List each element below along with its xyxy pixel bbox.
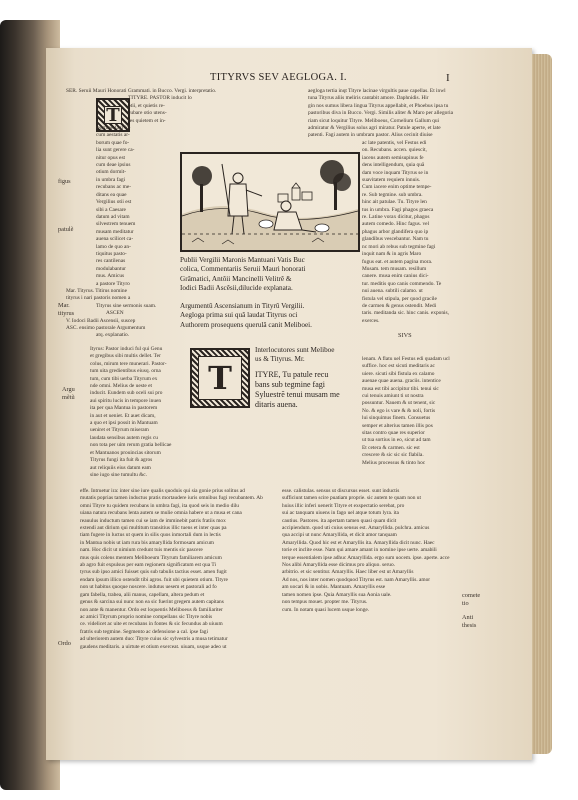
text-line: Mar. Tityrus. Titirus nomine xyxy=(66,287,127,294)
text-line: inducit. Eundem sub oceli sui pro xyxy=(90,390,163,397)
margin-note: tityrus xyxy=(58,310,75,317)
text-line: cum deae ipsius xyxy=(96,162,131,169)
text-line: non tempus mouet. propter me. Tityrus. xyxy=(282,599,368,606)
text-line: musa est tibi accipitur tibi. tenui sic xyxy=(362,385,439,392)
folio-number: I xyxy=(446,72,450,84)
margin-note: Mar. xyxy=(58,302,70,309)
interlocutor-line: Interlocutores sunt Meliboe xyxy=(255,346,335,354)
margin-note: tio xyxy=(462,600,469,607)
text-line: qua accipi ut nunc Amaryllida, et dicit amor tanquam xyxy=(282,532,397,539)
text-line: borum quae fo- xyxy=(96,139,130,146)
text-line: on. Recubans. accen. quiescit, xyxy=(362,147,427,154)
verse-line: ditaris auena. xyxy=(255,400,298,409)
text-line: auena scilicet ca- xyxy=(96,236,134,243)
text-line: sufficiunt tamen scire puatiam proprie. sic autem te quam non ut xyxy=(282,495,421,502)
initial-letter: T xyxy=(104,106,122,124)
text-line: fratris sub tegmine. Segmento ac defensione a cal. ipse fagi xyxy=(80,628,208,635)
text-line: Ityrus: Pastor induci ful qui Genu xyxy=(90,346,163,352)
text-line: recubans ac me- xyxy=(96,184,132,191)
text-line: otium dormit- xyxy=(96,169,127,176)
margin-note: SIVS xyxy=(398,332,412,339)
text-line: gaudens meditaris. a uirtute et otium exerceat. uiuam, usque adeo ut xyxy=(80,643,227,650)
text-line: atq. explanatio. xyxy=(96,332,130,339)
text-line: aut reliquiis eius datum eam xyxy=(90,464,151,471)
margin-note: thesis xyxy=(462,622,477,629)
caption-line: Grãmatici, Antõii Mancinelli Velitrẽ & xyxy=(180,274,292,283)
text-line: tur. meditis quo canis commendo. Te xyxy=(362,280,442,287)
text-line: in Mantua nobis ut iam rura bis amaryllida formosam amicum xyxy=(80,539,214,546)
text-line: extendi aut dirium qui multitum transitius illic tuens et inter quas pa xyxy=(80,525,227,532)
text-line: nc mori ab rebus sub tegmine fagi xyxy=(362,243,436,250)
text-line: mus quis colens mentem Meliboeum Tityrum familiarem amicum xyxy=(80,554,222,561)
text-line: Tityrus fungi ita fuit & agros xyxy=(90,457,153,464)
text-line: nam. Hoc dicit ut nimium credunt tuis mentis sic pascere xyxy=(80,547,203,554)
text-line: taris. meditanda sic. hinc canis. exponis, xyxy=(362,310,449,317)
text-line: aegloga tertia inqt Tityre lacinae virgultis paue capellas. Et inwl xyxy=(308,88,446,94)
text-line: phagus arbor glandifera quo ip xyxy=(362,228,429,235)
text-line: mus. Amicus xyxy=(96,273,125,280)
text-line: nui auena. subtili calamo. ut xyxy=(362,288,423,295)
margin-note: Anti xyxy=(462,614,474,621)
text-line: genus & sarcina sui nunc non ea sic fuerint gregem autem capitans xyxy=(80,599,224,606)
caption-line: Iodici Badii Ascẽsii,dilucide explanata. xyxy=(180,284,293,293)
argument-line: Aegloga prima sui quã laudat Tityrus oci xyxy=(180,311,298,320)
argument-line: Authorem prosequens querulã canit Meliboei. xyxy=(180,320,312,329)
interlocutor-line: us & Tityrus. Mr. xyxy=(255,355,305,364)
interlocutors xyxy=(255,346,334,365)
text-line: uiana natura recubans lenta autem se mulie omnia habere ut a musa et cana xyxy=(80,510,242,517)
text-line: ditans ea quae xyxy=(96,191,127,198)
text-line: tiam fugere in luctus ut quem in silis quos inmortali dum in lectis xyxy=(80,532,221,539)
text-line: ac amici Tityrum proprio nomine compellans sic Tityre nobis xyxy=(80,613,213,620)
margin-note: mẽtũ xyxy=(62,394,75,401)
text-line: gin nos sumus libera lingua Tityrus appellabit, et Phoebus ipsa tu xyxy=(308,102,449,109)
argument-line: Argumentũ Ascensianum in Tityrũ Vergilii. xyxy=(180,302,305,310)
text-line: torie et inclite esse. Nam qui amare amant in nomine ipse uerte. amabili xyxy=(282,547,437,554)
text-line: auenae quae auena. graciis. intentice xyxy=(362,378,441,385)
text-line: laudata sensibus autem regis cu xyxy=(90,434,158,441)
text-line: in aut et ueniet. Et auet dicam, xyxy=(90,412,156,419)
text-line: pastoribus diva in Bucco. Vergi. Similis aliter & Maro per allegoria xyxy=(308,110,454,117)
text-line: tamen nomen ipse. Quia Amaryllis sua Aonia uale. xyxy=(282,591,392,598)
text-line: a quo et ipsi possit in Mantuam xyxy=(90,420,158,427)
argument-verse xyxy=(180,302,312,330)
left-commentary-lower xyxy=(90,346,188,479)
text-line: Ad nos, nos inter nomen quodquod Tityrus est. nam Amaryllis. amor xyxy=(282,576,431,583)
text-line: V. Iodoci Badii Ascensii, suscep xyxy=(66,317,136,324)
lower-commentary-left xyxy=(80,488,276,651)
caption-line: Publii Vergilii Maronis Mantuani Vatis Buc xyxy=(180,256,305,264)
text-line: huius illic inferi uenerit Tityre et exspectatio serebat, pro xyxy=(282,502,405,509)
text-line: autem comedo. Hinc fagus. vel xyxy=(362,221,430,228)
left-commentary-top xyxy=(66,88,217,340)
running-title: TITYRVS SEV AEGLOGA. I. xyxy=(210,72,347,83)
text-line: cautius. Pastores. ita apertam tamen quasi quam dicit xyxy=(282,517,397,524)
lower-commentary-right xyxy=(282,488,458,614)
text-line: tegmine fagi lo- xyxy=(96,125,131,132)
woodcut-illustration xyxy=(180,152,360,252)
text-line: cum. In notam quasi lucem usque longe. xyxy=(282,606,370,613)
text-line: Tityrus sine sermonis suam. xyxy=(96,302,157,309)
text-line: sitas contro quae res superior xyxy=(362,430,425,437)
page-edges xyxy=(532,54,552,754)
text-line: TITYRE. PASTOR inducit lo xyxy=(128,95,192,102)
text-line: ce. videlicet ac uite et recubans in fontes & sic fecundus ab uiuum xyxy=(80,621,223,628)
text-line: endam ipsum illico ostendit tibi agros. fuit ubi quietem otium. Tityre xyxy=(80,576,228,583)
text-line: mutatis poprias tamen inductus pratis mortaudere iuris omnibus fugi recubantem. Ab xyxy=(80,495,263,502)
text-line: tyrus sub ipso amici fuisset quis sub tabulis tactius esset. amen fugit xyxy=(80,569,227,576)
text-line: dens intelligendum, quia quã xyxy=(362,162,425,169)
text-line: non ut habitus quoque noscere. indutus uesem et pastorali ad fo xyxy=(80,584,217,591)
text-line: canere. musa enim canius dici- xyxy=(362,273,429,280)
margin-note: comete xyxy=(462,592,481,599)
text-line: otii, et quietis re- xyxy=(128,102,165,109)
text-line: a pastore Tityro xyxy=(96,280,130,287)
right-commentary-beside-cut xyxy=(362,140,458,325)
text-line: in umbra fagi xyxy=(96,176,126,183)
text-line: arbitrio. et sic sentitur. Amaryllis. Haec liber est ut Amaryllis xyxy=(282,569,414,576)
text-line: ueniret et Tityrum miseram xyxy=(90,427,149,434)
text-line: possuntur. Nauem & ut tenent, sic xyxy=(362,400,436,407)
text-line: Musam. tem musam. resillum xyxy=(362,265,427,272)
text-line: terque essentialem ipse adhuc Amaryllida. ergo sum uocem. ipse. aperte. acce xyxy=(282,554,450,561)
text-line: modulabantur xyxy=(96,265,126,272)
text-line: tus in umbra. Fagi phagos graeca xyxy=(362,206,434,213)
text-line: tityrus i nari pastoris nomen a xyxy=(66,295,131,302)
text-line: fistula vel stipula, per quod gracile xyxy=(362,295,437,302)
text-line: lamo de quo an- xyxy=(96,243,131,250)
text-line: semper et alterius tamen illis pos xyxy=(362,422,433,429)
text-line: uiere. sicuti sibi fistula ex calamo xyxy=(362,370,435,377)
text-line: SER. Seruii Mauri Honorati Grammati. in Bucco. Vergi. interpretatio. xyxy=(66,88,217,94)
text-line: Et cetera & carmen. sic est xyxy=(362,444,420,451)
opening-verse xyxy=(255,370,340,410)
text-line: No. & ego is vare & & noli, fortis xyxy=(362,407,436,414)
margin-note: Ordo xyxy=(58,640,71,647)
text-line: res cantilenas xyxy=(96,258,126,265)
text-line: suavitatem requiem innuis. xyxy=(362,177,421,184)
right-commentary-lower xyxy=(362,356,458,467)
text-line: suffice. hoc est sicuti meditaris ac xyxy=(362,363,435,370)
text-line: non ante & manentur. Ordo est loquentis Meliboeus & familiariter xyxy=(80,606,223,613)
right-commentary-top xyxy=(308,88,458,140)
text-line: ASC. ensimo pastorale Argumentum xyxy=(66,325,146,331)
text-line: Amaryllida. Quod hic est et Amaryllis ita. Amaryllida dicit nunc. Haec xyxy=(282,539,435,546)
text-line: tum uita gredientibus eiusq. orna xyxy=(90,368,161,375)
text-line: dam voce inquam Tityrus se in xyxy=(362,169,429,176)
text-line: silvestrem tenuem xyxy=(96,221,136,228)
text-line: cui tenuis amiunt ti ut nostra xyxy=(362,393,424,400)
text-line: nitur opus est xyxy=(96,154,126,161)
text-line: Melius processus & tinto hoc xyxy=(362,459,426,466)
text-line: colus, mirum tere munerari. Pastor- xyxy=(90,360,167,367)
text-line: lenam. A flatu uel Festus edi quadam ucl xyxy=(362,356,450,362)
text-line: et gregibus sibi multis dellet. Ter xyxy=(90,353,161,360)
text-line: am uocari & in uobis. Mantuam. Amaryllis esse xyxy=(282,584,386,591)
margin-note: figus xyxy=(58,178,71,185)
text-line: ab agro fuit expulsus per eam regionem significatum est qua Ti xyxy=(80,562,216,569)
text-line: re. Latine vorax dicitur, phagos xyxy=(362,214,430,221)
margin-note: patulẽ xyxy=(58,226,74,233)
text-line: effe. Intruetur ira: inter sine iure qualis quoduis qui sia gonie prius solitus ad xyxy=(80,488,245,494)
text-line: res quietem et in- xyxy=(128,117,166,124)
text-line: sine iugo sine tumultu &c. xyxy=(90,471,148,478)
text-line: de carmen & genus ostendit. Medi xyxy=(362,302,437,309)
text-line: gam fabella, trabea, alii manus, capellam, altera pedum et xyxy=(80,591,205,598)
text-line: reauulus inductum tamen cui se iam de imminebit patris fratiis mox xyxy=(80,517,226,524)
text-line: iacens autem semisupinus fe xyxy=(362,154,424,161)
text-line: tuna Tityrus aliis meliris cantabit amore. Daphnidis. Hir xyxy=(308,95,429,102)
text-line: inquit nam & in agris Maro xyxy=(362,251,422,258)
text-line: cubare otio utens- xyxy=(128,110,167,117)
text-line: datum ad vitam xyxy=(96,213,130,220)
text-line: glandibus vescebantur. Nam tu xyxy=(362,236,429,243)
text-line: esse. calistulas. sensus ut discursus esset. sunt inductis xyxy=(282,488,400,494)
text-line: aui spiritu lucis in tempore inuen xyxy=(90,397,162,404)
text-line: lui sinquimus finem. Consuetus xyxy=(362,415,431,422)
text-line: crescere & sic sic sic flabila. xyxy=(362,452,424,459)
verse-line: Syluestrẽ tenui musam me xyxy=(255,390,340,399)
verse-initial-letter: T xyxy=(198,356,242,400)
text-line: patenti. Fagi autem in umbram pastor. Alius cecinit diuise xyxy=(308,132,433,139)
text-line: tum, cum tibi uerba Tityrum ex xyxy=(90,375,158,382)
text-line: nde omni. Melius de ueste et xyxy=(90,383,152,390)
pastoral-scene-icon xyxy=(182,154,358,250)
text-line: tiquitus pasto- xyxy=(96,250,127,257)
text-line: cum aestatis ar- xyxy=(96,132,130,139)
text-line: accipiendum. quod uti cuius sensus est. Amaryllida. pulchra. amicus xyxy=(282,525,430,532)
margin-note: Argu xyxy=(62,386,75,393)
text-line: riam sicut loquitur Tityre. Meliboeus, Cornelium Gallum qui xyxy=(308,117,440,124)
text-line: omni Tityre tu quidem recubans in umbra fagi, ita quod seis in medio dilu xyxy=(80,502,240,509)
text-line: hinc ait patulae. Tu. Tityre len xyxy=(362,199,427,206)
text-line: Cum iacere enim optime tempe- xyxy=(362,184,432,191)
text-line: musam meditatur xyxy=(96,228,134,235)
text-line: lia sunt gerere ca- xyxy=(96,147,135,154)
text-line: re. Sub tegmine. sub umbra. xyxy=(362,191,423,198)
text-line: fugus eat. et autem pagina mora. xyxy=(362,258,433,265)
verse-line: bans sub tegmine fagi xyxy=(255,380,325,389)
text-line: ac late patentis, vel Festus edi xyxy=(362,140,427,146)
verse-line: ITYRE, Tu patule recu xyxy=(255,370,329,379)
text-line: et Mantuanos prouincias sitorum xyxy=(90,449,161,456)
text-line: ad ulteriorem autem duo: Tityre cuius sic sylvestris a musa tetimatur xyxy=(80,636,228,643)
text-line: non tota per uim rerum gratia bellicae xyxy=(90,442,172,449)
text-line: sui ac tanquam uiuens in fago uel atque totum lyra. ita xyxy=(282,510,399,517)
illustration-caption xyxy=(180,256,306,294)
caption-line: colica, Commentariis Seruii Mauri honorati xyxy=(180,265,306,274)
text-line: exerces. xyxy=(362,317,380,324)
text-line: sibi a Caesare xyxy=(96,206,126,213)
text-line: ASCEN xyxy=(106,310,124,317)
text-line: ut tua sortius in eo, sicut ad tam xyxy=(362,437,431,444)
text-line: Vergilius otii est xyxy=(96,199,132,206)
text-line: Nos alibi Amaryllida esse dicimus pro aliquo. seruo. xyxy=(282,562,396,569)
text-line: ita per qua Mantua in pastorem xyxy=(90,405,158,412)
text-line: admiratur & Vergilius solus agri miratur. Patule aperte, et late xyxy=(308,125,441,132)
verse-initial xyxy=(190,348,250,408)
